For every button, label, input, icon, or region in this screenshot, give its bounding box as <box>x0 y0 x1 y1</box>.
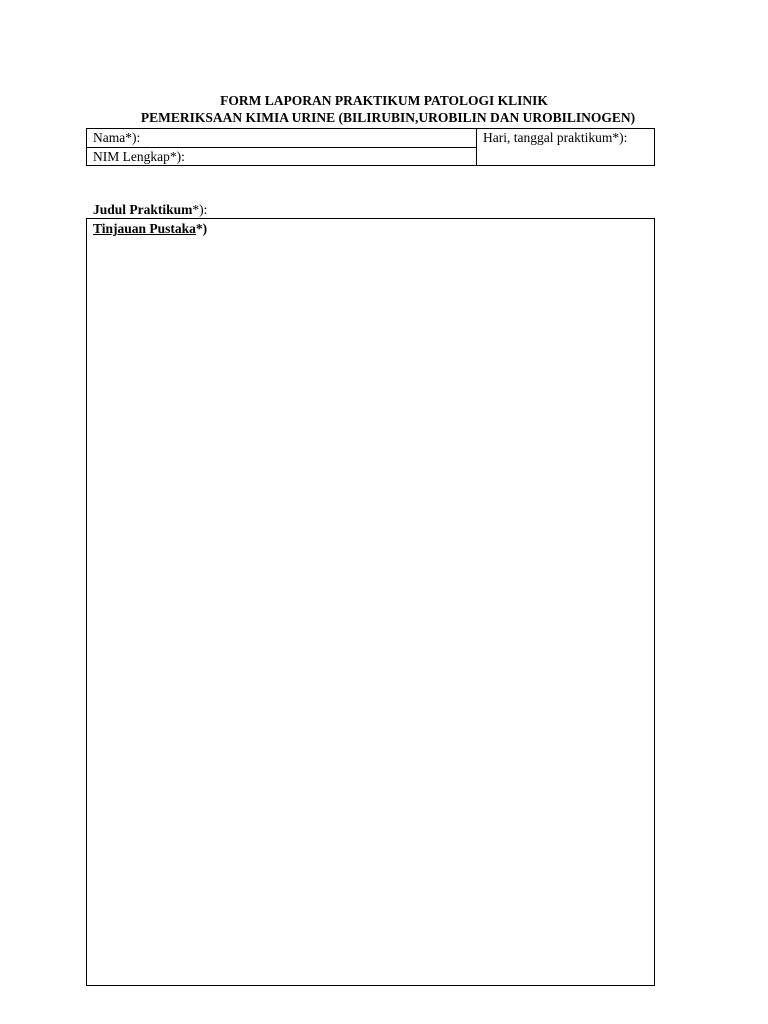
judul-praktikum-field[interactable] <box>93 201 207 218</box>
identity-table <box>86 128 655 166</box>
form-title: FORM LAPORAN PRAKTIKUM PATOLOGI KLINIK <box>220 93 548 108</box>
form-subtitle: PEMERIKSAAN KIMIA URINE (BILIRUBIN,UROBILIN DAN UROBILINOGEN) <box>140 110 636 125</box>
judul-praktikum-label: Judul Praktikum <box>93 202 193 217</box>
tinjauan-pustaka-box[interactable] <box>86 218 655 986</box>
judul-praktikum-suffix: *): <box>192 202 208 217</box>
nama-field[interactable]: Nama*): <box>87 129 476 148</box>
tinjauan-pustaka-heading <box>93 220 207 237</box>
tanggal-praktikum-field[interactable]: Hari, tanggal praktikum*): <box>483 130 628 145</box>
tinjauan-pustaka-label: Tinjauan Pustaka <box>93 221 196 236</box>
tinjauan-pustaka-suffix: *) <box>195 221 208 236</box>
identity-left-column <box>87 129 477 165</box>
nim-field[interactable]: NIM Lengkap*): <box>93 149 185 164</box>
